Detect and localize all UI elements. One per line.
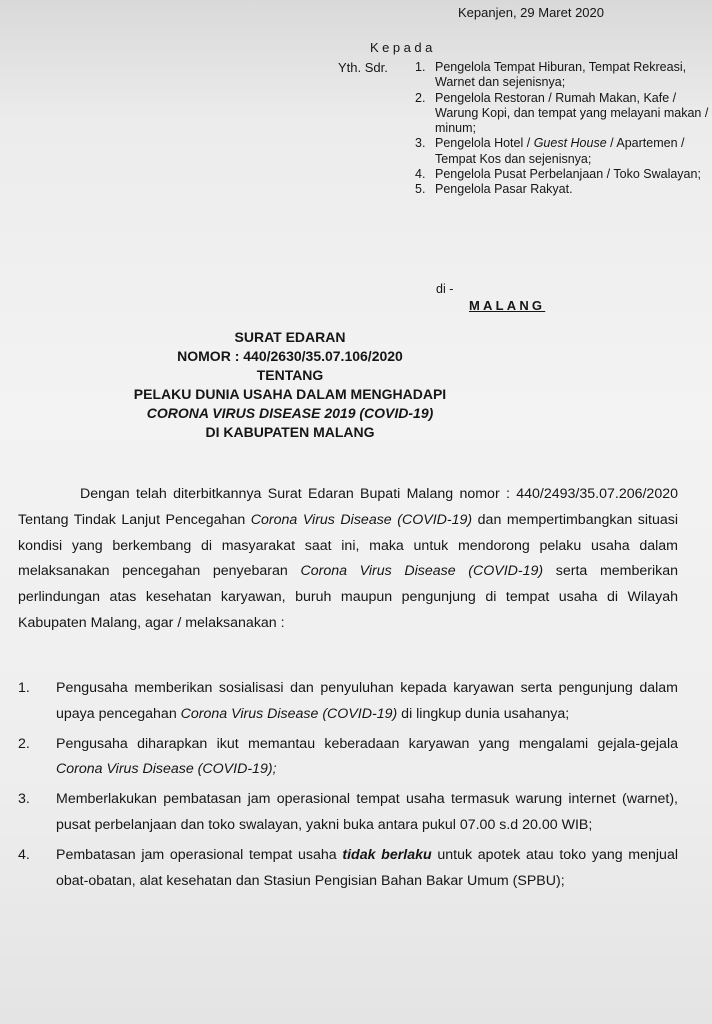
body-paragraph bbox=[18, 482, 678, 637]
recipient-item bbox=[415, 182, 710, 197]
recipient-text-part: Pengelola Hotel / bbox=[435, 136, 534, 151]
recipient-text: Pengelola Restoran / Rumah Makan, Kafe / Warung Kopi, dan tempat yang melayani makan / minum; bbox=[435, 90, 709, 136]
instruction-list bbox=[18, 676, 678, 898]
title-line: SURAT EDARAN bbox=[234, 329, 346, 345]
item-text: Memberlakukan pembatasan jam operasional tempat usaha termasuk warung internet (warnet), pusat perbelanjaan dan toko swalayan, yakni buka antara pukul 07.00 s.d 20.00 WIB; bbox=[56, 791, 678, 833]
recipient-item bbox=[415, 167, 710, 182]
recipient-number: 4. bbox=[415, 167, 426, 182]
destination-city: MALANG bbox=[469, 298, 546, 313]
item-text-italic: Corona Virus Disease (COVID-19); bbox=[56, 761, 277, 778]
item-text-part: di lingkup dunia usahanya; bbox=[397, 705, 570, 722]
kepada-label: Kepada bbox=[370, 40, 436, 55]
document-title bbox=[120, 328, 460, 442]
intro-paragraph bbox=[18, 482, 678, 637]
title-region: DI KABUPATEN MALANG bbox=[205, 424, 375, 440]
list-item bbox=[18, 843, 678, 895]
item-text bbox=[56, 732, 678, 784]
title-subject: PELAKU DUNIA USAHA DALAM MENGHADAPI bbox=[133, 386, 447, 402]
recipient-item bbox=[415, 136, 710, 167]
yth-label: Yth. Sdr. bbox=[338, 60, 388, 75]
recipient-text-part: / Apartemen / Tempat Kos dan sejenisnya; bbox=[435, 136, 685, 166]
item-text-italic: Corona Virus Disease (COVID-19) bbox=[180, 705, 398, 722]
title-subject-italic: CORONA VIRUS DISEASE 2019 (COVID-19) bbox=[146, 405, 434, 421]
title-number: NOMOR : 440/2630/35.07.106/2020 bbox=[177, 348, 403, 364]
recipient-text: Pengelola Pasar Rakyat. bbox=[435, 182, 573, 197]
recipient-text: Pengelola Tempat Hiburan, Tempat Rekreasi, Warnet dan sejenisnya; bbox=[435, 60, 687, 90]
paragraph-text: Dengan telah diterbitkannya Surat Edaran Bupati Malang nomor : 440/2493/35.07.206/2020 Tentang Tindak Lanjut Pencegahan bbox=[18, 486, 678, 528]
list-item bbox=[18, 676, 678, 728]
item-text bbox=[56, 676, 678, 728]
recipient-text bbox=[435, 136, 710, 167]
item-number: 2. bbox=[18, 735, 30, 752]
recipient-item bbox=[415, 60, 710, 91]
item-text bbox=[56, 843, 678, 895]
item-number: 1. bbox=[18, 680, 30, 696]
recipient-text: Pengelola Pusat Perbelanjaan / Toko Swalayan; bbox=[435, 167, 701, 182]
item-number: 4. bbox=[18, 846, 30, 863]
paragraph-italic: Corona Virus Disease (COVID-19) bbox=[250, 511, 473, 528]
paragraph-text: serta memberikan perlindungan atas kesehatan karyawan, buruh maupun pengunjung di tempat usaha di Wilayah Kabupaten Malang, agar / melaksanakan : bbox=[18, 563, 679, 631]
title-line: TENTANG bbox=[256, 367, 324, 383]
paragraph-text: dan mempertimbangkan situasi kondisi yang berkembang di masyarakat saat ini, maka untuk mendorong pelaku usaha dalam melaksanakan pencegahan penyebaran bbox=[18, 511, 678, 580]
recipient-list bbox=[415, 60, 710, 198]
recipient-number: 5. bbox=[415, 182, 426, 197]
paragraph-italic: Corona Virus Disease (COVID-19) bbox=[300, 563, 544, 580]
recipient-number: 3. bbox=[415, 136, 426, 151]
list-item bbox=[18, 732, 678, 784]
item-number: 3. bbox=[18, 791, 30, 808]
recipient-number: 2. bbox=[415, 90, 426, 105]
item-text-part: Pengusaha diharapkan ikut memantau keberadaan karyawan yang mengalami gejala-gejala bbox=[56, 735, 678, 752]
recipient-item bbox=[415, 91, 710, 137]
item-text-part: Pengusaha memberikan sosialisasi dan penyuluhan kepada karyawan serta pengunjung dalam upaya pencegahan bbox=[56, 680, 678, 722]
item-text-bold-italic: tidak berlaku bbox=[342, 846, 432, 863]
di-label: di - bbox=[436, 282, 454, 296]
list-item bbox=[18, 787, 678, 839]
item-text-part: Pembatasan jam operasional tempat usaha bbox=[56, 846, 343, 863]
item-text-part: untuk apotek atau toko yang menjual obat-obatan, alat kesehatan dan Stasiun Pengisian Bahan Bakar Umum (SPBU); bbox=[56, 846, 678, 889]
recipient-text-italic: Guest House bbox=[533, 136, 607, 151]
recipient-number: 1. bbox=[415, 60, 426, 74]
letter-date: Kepanjen, 29 Maret 2020 bbox=[458, 5, 604, 20]
